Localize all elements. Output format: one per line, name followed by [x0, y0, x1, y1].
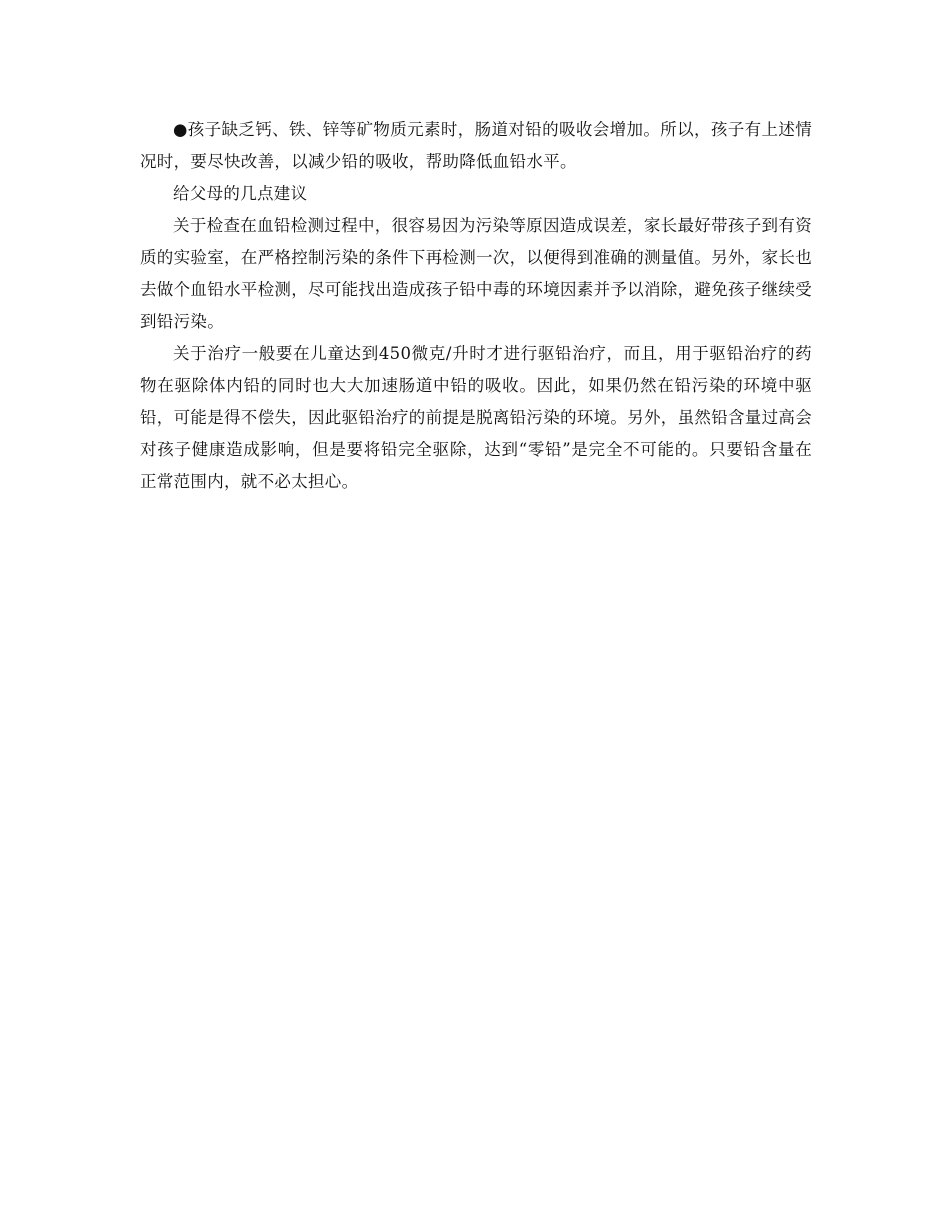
document-body [140, 114, 812, 498]
paragraph-mineral-deficiency: ●孩子缺乏钙、铁、锌等矿物质元素时，肠道对铅的吸收会增加。所以，孩子有上述情况时，要尽快改善，以减少铅的吸收，帮助降低血铅水平。 [140, 120, 812, 171]
paragraph-testing: 关于检查在血铅检测过程中，很容易因为污染等原因造成误差，家长最好带孩子到有资质的实验室，在严格控制污染的条件下再检测一次，以便得到准确的测量值。另外，家长也去做个血铅水平检测，尽可能找出造成孩子铅中毒的环境因素并予以消除，避免孩子继续受到铅污染。 [140, 216, 812, 331]
paragraph-treatment: 关于治疗一般要在儿童达到450微克/升时才进行驱铅治疗，而且，用于驱铅治疗的药物在驱除体内铅的同时也大大加速肠道中铅的吸收。因此，如果仍然在铅污染的环境中驱铅，可能是得不偿失，因此驱铅治疗的前提是脱离铅污染的环境。另外，虽然铅含量过高会对孩子健康造成影响，但是要将铅完全驱除，达到“零铅”是完全不可能的。只要铅含量在正常范围内，就不必太担心。 [140, 344, 812, 491]
section-heading-advice: 给父母的几点建议 [173, 184, 308, 203]
